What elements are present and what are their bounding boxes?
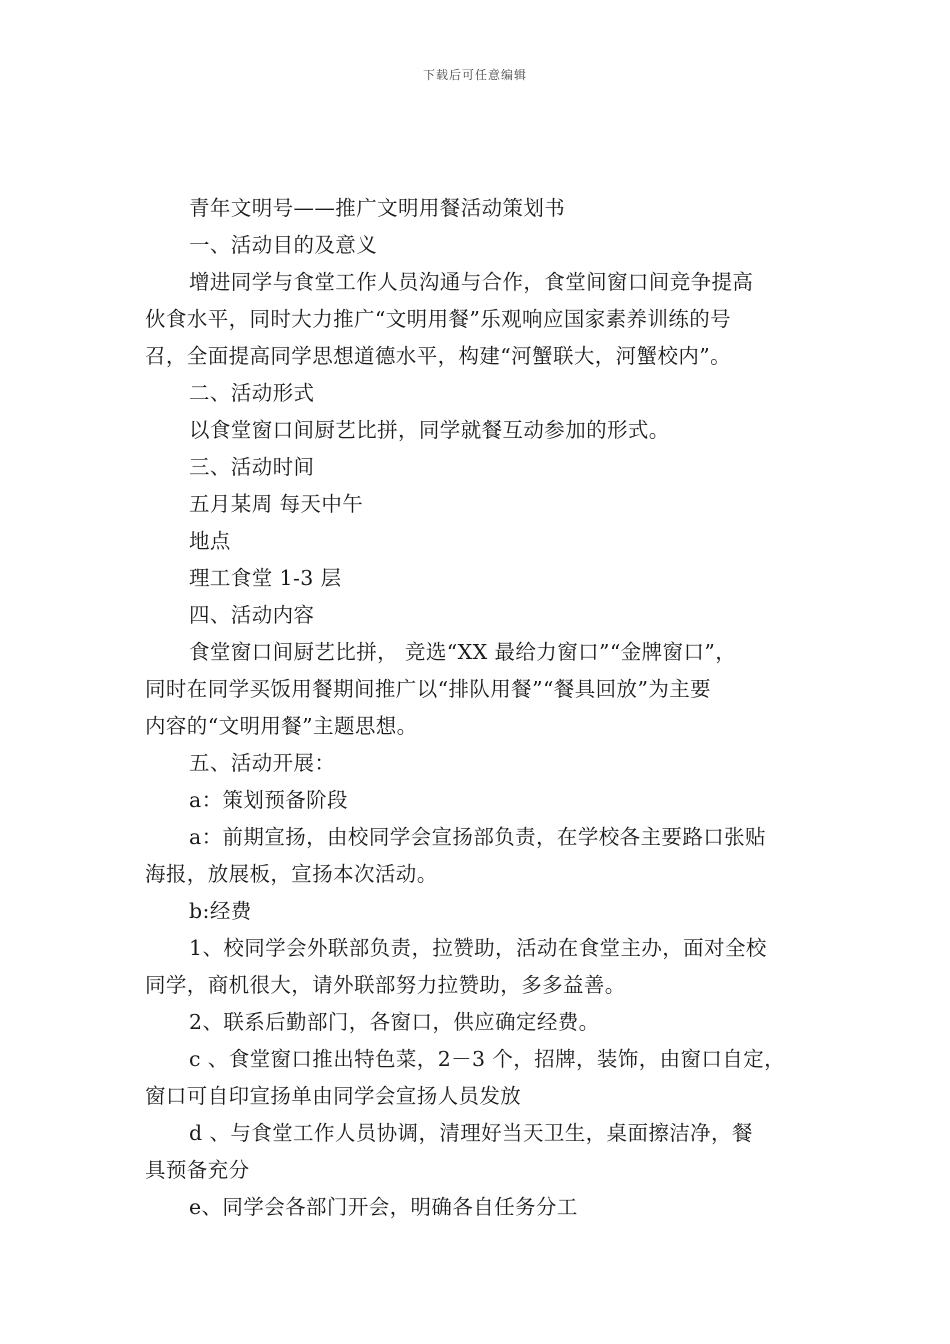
section-heading-purpose: 一、活动目的及意义 [189,233,378,257]
paragraph-line: 海报，放展板，宣扬本次活动。 [145,862,438,886]
paragraph-line: 食堂窗口间厨艺比拼， 竞选“XX 最给力窗口”“金牌窗口”， [189,640,737,664]
paragraph-line: 窗口可自印宣扬单由同学会宣扬人员发放 [145,1084,522,1108]
list-item: a：策划预备阶段 [189,788,348,812]
section-heading-content: 四、活动内容 [189,603,315,627]
section-heading-format: 二、活动形式 [189,381,315,405]
list-item: 2、联系后勤部门，各窗口，供应确定经费。 [189,1010,600,1034]
section-heading-time: 三、活动时间 [189,455,315,479]
list-item: d 、与食堂工作人员协调，清理好当天卫生，桌面擦洁净，餐 [189,1121,753,1145]
paragraph-line: 五月某周 每天中午 [189,492,364,516]
paragraph-line: 同学，商机很大，请外联部努力拉赞助，多多益善。 [145,973,626,997]
document-title: 青年文明号——推广文明用餐活动策划书 [189,196,566,220]
paragraph-line: 召，全面提高同学思想道德水平，构建“河蟹联大，河蟹校内”。 [145,344,732,368]
paragraph-line: 伙食水平，同时大力推广“文明用餐”乐观响应国家素养训练的号 [145,307,732,331]
list-item: e、同学会各部门开会，明确各自任务分工 [189,1195,578,1219]
subheading-location: 地点 [189,529,231,553]
paragraph-line: 具预备充分 [145,1158,250,1182]
paragraph-line: 增进同学与食堂工作人员沟通与合作，食堂间窗口间竞争提高 [189,270,754,294]
list-item: a：前期宣扬，由校同学会宣扬部负责，在学校各主要路口张贴 [189,825,766,849]
section-heading-execution: 五、活动开展： [189,751,336,775]
document-body [145,190,825,1226]
list-item: 1、校同学会外联部负责，拉赞助，活动在食堂主办，面对全校 [189,936,767,960]
list-item: c 、食堂窗口推出特色菜，2－3 个，招牌，装饰，由窗口自定， [189,1047,785,1071]
paragraph-line: 以食堂窗口间厨艺比拼，同学就餐互动参加的形式。 [189,418,670,442]
page-header-note: 下载后可任意编辑 [422,68,527,82]
paragraph-line: 内容的“文明用餐”主题思想。 [145,714,418,738]
paragraph-line: 同时在同学买饭用餐期间推广以“排队用餐”“餐具回放”为主要 [145,677,712,701]
list-item: b:经费 [189,899,252,923]
paragraph-line: 理工食堂 1-3 层 [189,566,342,590]
